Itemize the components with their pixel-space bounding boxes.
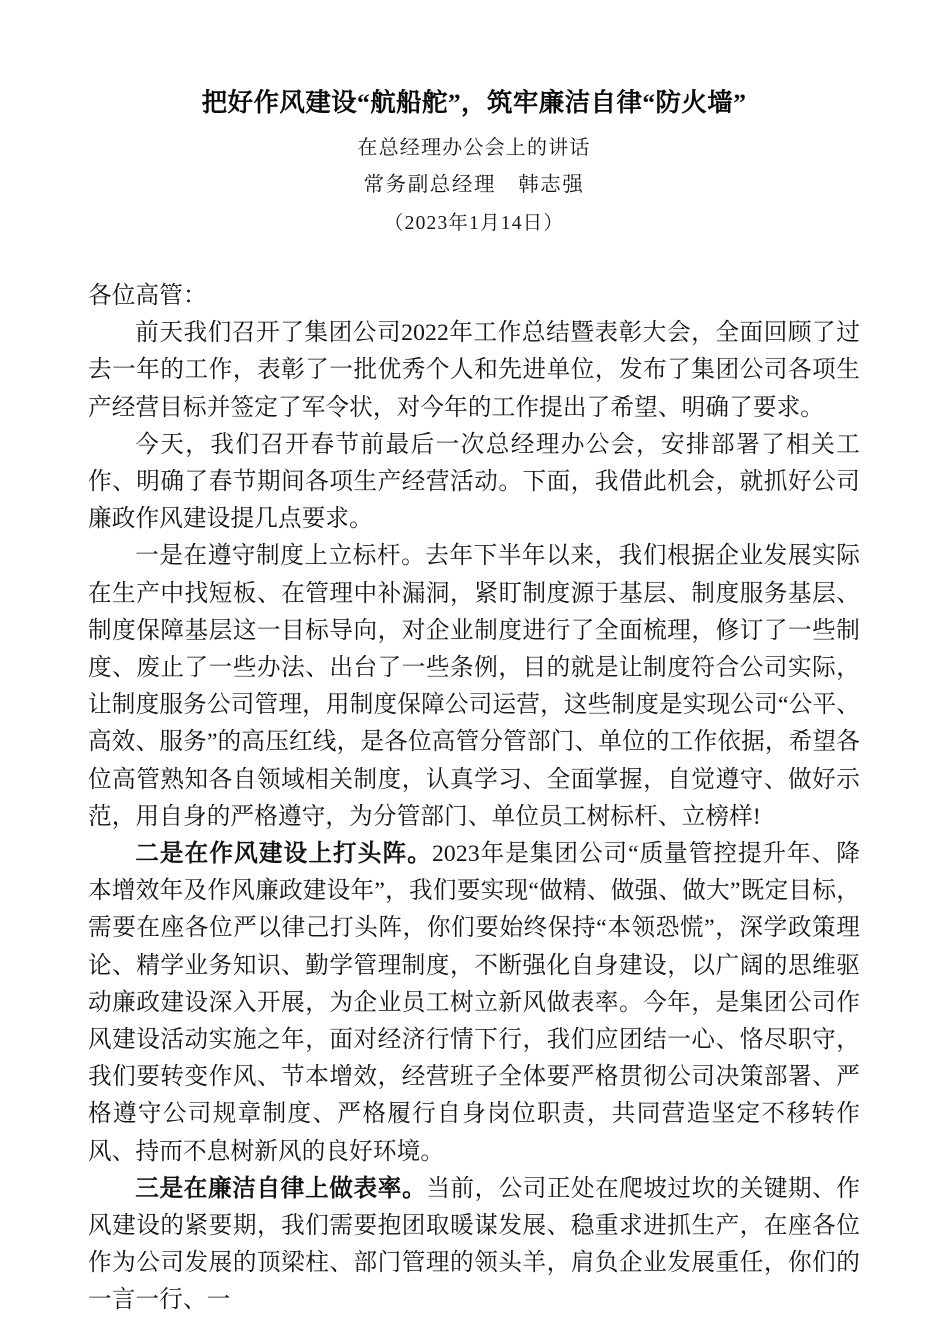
paragraph-1	[88, 315, 860, 427]
paragraph-5-lead: 三是在廉洁自律上做表率。	[135, 1175, 427, 1202]
page-title: 把好作风建设“航船舵”，筑牢廉洁自律“防火墙”	[201, 88, 747, 117]
document-speaker: 常务副总经理 韩志强	[363, 174, 585, 196]
document-subtitle: 在总经理办公会上的讲话	[357, 137, 591, 159]
document-body	[88, 0, 860, 1320]
paragraph-5-text: 当前，公司正处在爬坡过坎的关键期、作风建设的紧要期，我们需要抱团取暖谋发展、稳重求进抓生产，在座各位作为公司发展的顶梁柱、部门管理的领头羊，肩负企业发展重任，你们的一言一行、一	[88, 1175, 860, 1314]
salutation: 各位高管：	[88, 283, 207, 309]
paragraph-4	[88, 836, 860, 1171]
paragraph-2	[88, 427, 860, 539]
paragraph-3	[88, 538, 860, 836]
paragraph-4-text: 2023年是集团公司“质量管控提升年、降本增效年及作风廉政建设年”，我们要实现“做精、做强、做大”既定目标，需要在座各位严以律己打头阵，你们要始终保持“本领恐慌”，深学政策理论、精学业务知识、勤学管理制度，不断强化自身建设，以广阔的思维驱动廉政建设深入开展，为企业员工树立新风做表率。今年，是集团公司作风建设活动实施之年，面对经济行情下行，我们应团结一心、恪尽职守，我们要转变作风、节本增效，经营班子全体要严格贯彻公司决策部署、严格遵守公司规章制度、严格履行自身岗位职责，共同营造坚定不移转作风、持而不息树新风的良好环境。	[88, 841, 860, 1165]
paragraph-2-text: 今天，我们召开春节前最后一次总经理办公会，安排部署了相关工作、明确了春节期间各项生产经营活动。下面，我借此机会，就抓好公司廉政作风建设提几点要求。	[88, 431, 860, 533]
paragraph-4-lead: 二是在作风建设上打头阵。	[135, 841, 432, 868]
document-date: （2023年1月14日）	[383, 213, 565, 234]
paragraph-3-text: 一是在遵守制度上立标杆。去年下半年以来，我们根据企业发展实际在生产中找短板、在管理中补漏洞，紧盯制度源于基层、制度服务基层、制度保障基层这一目标导向，对企业制度进行了全面梳理，修订了一些制度、废止了一些办法、出台了一些条例，目的就是让制度符合公司实际，让制度服务公司管理，用制度保障公司运营，这些制度是实现公司“公平、高效、服务”的高压红线，是各位高管分管部门、单位的工作依据，希望各位高管熟知各自领域相关制度，认真学习、全面掌握，自觉遵守、做好示范，用自身的严格遵守，为分管部门、单位员工树标杆、立榜样!	[88, 543, 860, 830]
paragraph-5	[88, 1171, 860, 1320]
paragraph-1-text: 前天我们召开了集团公司2022年工作总结暨表彰大会，全面回顾了过去一年的工作，表彰了一批优秀个人和先进单位，发布了集团公司各项生产经营目标并签定了军令状，对今年的工作提出了希望、明确了要求。	[88, 320, 860, 421]
document-content	[88, 278, 860, 1320]
